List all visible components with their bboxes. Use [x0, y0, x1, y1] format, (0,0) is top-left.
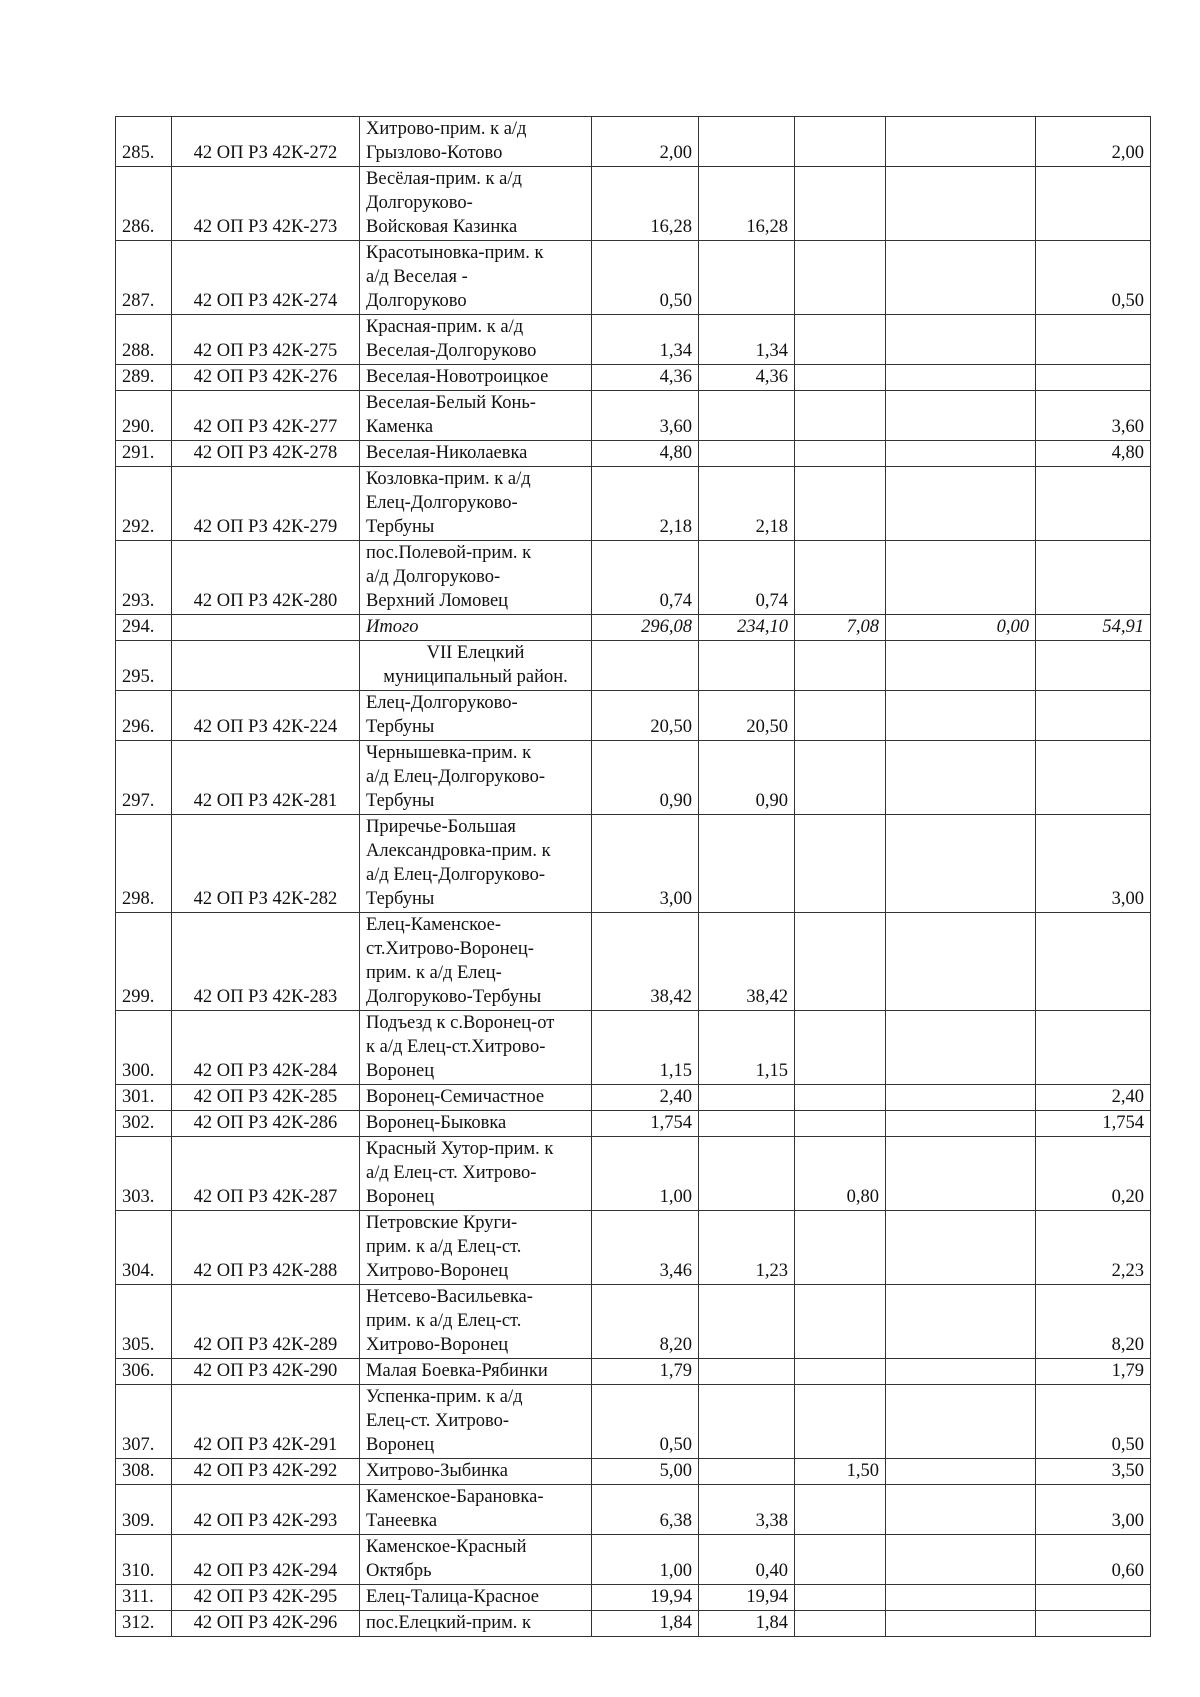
row-number-cell: 299. [116, 913, 172, 1011]
table-row [116, 1459, 1151, 1485]
length-col-3-cell [795, 1611, 886, 1637]
length-col-2-cell [699, 1359, 795, 1385]
table-row [116, 1137, 1151, 1211]
row-number-cell: 308. [116, 1459, 172, 1485]
length-total-cell: 0,74 [592, 541, 699, 615]
length-total-cell: 5,00 [592, 1459, 699, 1485]
road-code-cell: 42 ОП РЗ 42К-283 [172, 913, 360, 1011]
length-col-4-cell [886, 1137, 1036, 1211]
length-col-2-cell [699, 815, 795, 913]
row-number-cell: 290. [116, 391, 172, 441]
row-number-cell: 307. [116, 1385, 172, 1459]
row-number-cell: 285. [116, 117, 172, 167]
length-total-cell: 1,34 [592, 315, 699, 365]
road-name-cell: Козловка-прим. к а/д Елец-Долгоруково- Тербуны [360, 467, 592, 541]
table-row [116, 1285, 1151, 1359]
length-col-3-cell [795, 1385, 886, 1459]
length-col-4-cell [886, 1285, 1036, 1359]
length-col-3-cell: 0,80 [795, 1137, 886, 1211]
length-col-5-cell: 2,00 [1036, 117, 1151, 167]
row-number-cell: 305. [116, 1285, 172, 1359]
length-col-3-cell [795, 167, 886, 241]
road-name-cell: Воронец-Семичастное [360, 1085, 592, 1111]
road-name-cell: Веселая-Новотроицкое [360, 365, 592, 391]
row-number-cell: 286. [116, 167, 172, 241]
road-code-cell: 42 ОП РЗ 42К-272 [172, 117, 360, 167]
road-name-cell: Приречье-Большая Александровка-прим. к а/д Елец-Долгоруково- Тербуны [360, 815, 592, 913]
length-col-2-cell: 2,18 [699, 467, 795, 541]
length-col-5-cell: 1,79 [1036, 1359, 1151, 1385]
table-row [116, 741, 1151, 815]
length-col-2-cell [699, 641, 795, 691]
length-col-2-cell: 1,15 [699, 1011, 795, 1085]
length-col-4-cell [886, 1111, 1036, 1137]
length-col-5-cell: 3,00 [1036, 815, 1151, 913]
length-col-5-cell [1036, 1011, 1151, 1085]
length-col-5-cell [1036, 691, 1151, 741]
table-row [116, 117, 1151, 167]
row-number-cell: 302. [116, 1111, 172, 1137]
road-code-cell: 42 ОП РЗ 42К-296 [172, 1611, 360, 1637]
length-col-4-cell [886, 467, 1036, 541]
road-name-cell: VII Елецкий муниципальный район. [360, 641, 592, 691]
table-row [116, 315, 1151, 365]
table-row [116, 1535, 1151, 1585]
length-total-cell: 296,08 [592, 615, 699, 641]
length-col-2-cell [699, 241, 795, 315]
road-name-cell: Подъезд к с.Воронец-от к а/д Елец-ст.Хитрово- Воронец [360, 1011, 592, 1085]
road-name-cell: Успенка-прим. к а/д Елец-ст. Хитрово- Воронец [360, 1385, 592, 1459]
row-number-cell: 296. [116, 691, 172, 741]
length-col-4-cell [886, 117, 1036, 167]
length-col-2-cell [699, 1285, 795, 1359]
table-row [116, 467, 1151, 541]
length-col-3-cell [795, 1211, 886, 1285]
length-col-3-cell [795, 1011, 886, 1085]
road-code-cell: 42 ОП РЗ 42К-295 [172, 1585, 360, 1611]
row-number-cell: 294. [116, 615, 172, 641]
length-col-3-cell [795, 815, 886, 913]
road-code-cell: 42 ОП РЗ 42К-282 [172, 815, 360, 913]
length-col-2-cell [699, 391, 795, 441]
length-col-3-cell [795, 315, 886, 365]
row-number-cell: 291. [116, 441, 172, 467]
row-number-cell: 303. [116, 1137, 172, 1211]
length-col-4-cell [886, 241, 1036, 315]
length-col-4-cell [886, 1535, 1036, 1585]
road-code-cell: 42 ОП РЗ 42К-276 [172, 365, 360, 391]
length-total-cell: 4,80 [592, 441, 699, 467]
roads-table-body [116, 117, 1151, 1637]
road-code-cell: 42 ОП РЗ 42К-286 [172, 1111, 360, 1137]
length-col-4-cell [886, 1611, 1036, 1637]
length-col-5-cell: 2,23 [1036, 1211, 1151, 1285]
length-total-cell: 1,00 [592, 1535, 699, 1585]
length-col-3-cell [795, 913, 886, 1011]
length-col-3-cell [795, 117, 886, 167]
table-row [116, 541, 1151, 615]
length-total-cell: 16,28 [592, 167, 699, 241]
length-col-3-cell [795, 1111, 886, 1137]
length-col-5-cell: 0,50 [1036, 241, 1151, 315]
length-col-2-cell [699, 117, 795, 167]
road-code-cell: 42 ОП РЗ 42К-284 [172, 1011, 360, 1085]
length-total-cell: 0,50 [592, 1385, 699, 1459]
road-code-cell: 42 ОП РЗ 42К-224 [172, 691, 360, 741]
length-col-2-cell [699, 441, 795, 467]
length-total-cell: 20,50 [592, 691, 699, 741]
road-name-cell: Весёлая-прим. к а/д Долгоруково- Войсковая Казинка [360, 167, 592, 241]
length-col-5-cell [1036, 541, 1151, 615]
road-code-cell: 42 ОП РЗ 42К-279 [172, 467, 360, 541]
length-col-3-cell [795, 741, 886, 815]
length-col-2-cell: 0,40 [699, 1535, 795, 1585]
length-col-3-cell: 1,50 [795, 1459, 886, 1485]
table-row [116, 1385, 1151, 1459]
length-col-2-cell: 19,94 [699, 1585, 795, 1611]
length-total-cell: 2,40 [592, 1085, 699, 1111]
row-number-cell: 287. [116, 241, 172, 315]
length-col-2-cell [699, 1137, 795, 1211]
length-total-cell: 4,36 [592, 365, 699, 391]
length-col-5-cell: 3,60 [1036, 391, 1151, 441]
road-code-cell [172, 641, 360, 691]
table-row [116, 1011, 1151, 1085]
length-col-3-cell: 7,08 [795, 615, 886, 641]
table-row [116, 1085, 1151, 1111]
table-row [116, 1111, 1151, 1137]
length-col-5-cell [1036, 167, 1151, 241]
road-name-cell: Воронец-Быковка [360, 1111, 592, 1137]
length-col-5-cell [1036, 1585, 1151, 1611]
length-col-2-cell: 4,36 [699, 365, 795, 391]
length-col-3-cell [795, 1285, 886, 1359]
road-code-cell: 42 ОП РЗ 42К-293 [172, 1485, 360, 1535]
length-col-4-cell [886, 815, 1036, 913]
length-col-4-cell [886, 315, 1036, 365]
table-row [116, 241, 1151, 315]
road-name-cell: Елец-Талица-Красное [360, 1585, 592, 1611]
length-col-3-cell [795, 691, 886, 741]
length-col-3-cell [795, 1085, 886, 1111]
road-name-cell: Хитрово-Зыбинка [360, 1459, 592, 1485]
length-col-4-cell: 0,00 [886, 615, 1036, 641]
length-col-2-cell: 1,23 [699, 1211, 795, 1285]
road-name-cell: пос.Елецкий-прим. к [360, 1611, 592, 1637]
road-code-cell: 42 ОП РЗ 42К-280 [172, 541, 360, 615]
row-number-cell: 306. [116, 1359, 172, 1385]
length-col-2-cell: 0,74 [699, 541, 795, 615]
length-col-3-cell [795, 1359, 886, 1385]
row-number-cell: 297. [116, 741, 172, 815]
road-name-cell: Красный Хутор-прим. к а/д Елец-ст. Хитрово- Воронец [360, 1137, 592, 1211]
length-col-5-cell: 3,00 [1036, 1485, 1151, 1535]
length-col-2-cell: 3,38 [699, 1485, 795, 1535]
road-code-cell: 42 ОП РЗ 42К-287 [172, 1137, 360, 1211]
length-col-5-cell: 2,40 [1036, 1085, 1151, 1111]
length-col-2-cell: 0,90 [699, 741, 795, 815]
row-number-cell: 312. [116, 1611, 172, 1637]
length-col-5-cell [1036, 1611, 1151, 1637]
length-col-2-cell [699, 1085, 795, 1111]
roads-table [115, 116, 1151, 1637]
length-col-4-cell [886, 1211, 1036, 1285]
row-number-cell: 300. [116, 1011, 172, 1085]
row-number-cell: 304. [116, 1211, 172, 1285]
length-col-4-cell [886, 1085, 1036, 1111]
road-code-cell [172, 615, 360, 641]
length-col-3-cell [795, 241, 886, 315]
table-row [116, 1585, 1151, 1611]
road-code-cell: 42 ОП РЗ 42К-292 [172, 1459, 360, 1485]
road-code-cell: 42 ОП РЗ 42К-275 [172, 315, 360, 365]
length-total-cell: 0,90 [592, 741, 699, 815]
length-col-5-cell: 4,80 [1036, 441, 1151, 467]
table-row [116, 167, 1151, 241]
length-col-3-cell [795, 1535, 886, 1585]
road-name-cell: Каменское-Красный Октябрь [360, 1535, 592, 1585]
road-name-cell: Чернышевка-прим. к а/д Елец-Долгоруково- Тербуны [360, 741, 592, 815]
length-col-5-cell [1036, 467, 1151, 541]
length-total-cell: 6,38 [592, 1485, 699, 1535]
road-code-cell: 42 ОП РЗ 42К-273 [172, 167, 360, 241]
road-name-cell: Хитрово-прим. к а/д Грызлово-Котово [360, 117, 592, 167]
length-col-4-cell [886, 365, 1036, 391]
road-code-cell: 42 ОП РЗ 42К-288 [172, 1211, 360, 1285]
length-col-2-cell [699, 1459, 795, 1485]
road-name-cell: Петровские Круги- прим. к а/д Елец-ст. Хитрово-Воронец [360, 1211, 592, 1285]
section-header-row [116, 641, 1151, 691]
length-col-4-cell [886, 167, 1036, 241]
road-name-cell: Красотыновка-прим. к а/д Веселая - Долгоруково [360, 241, 592, 315]
length-col-4-cell [886, 1485, 1036, 1535]
length-col-4-cell [886, 541, 1036, 615]
length-total-cell: 1,00 [592, 1137, 699, 1211]
row-number-cell: 288. [116, 315, 172, 365]
row-number-cell: 301. [116, 1085, 172, 1111]
length-total-cell: 1,15 [592, 1011, 699, 1085]
road-code-cell: 42 ОП РЗ 42К-278 [172, 441, 360, 467]
road-code-cell: 42 ОП РЗ 42К-289 [172, 1285, 360, 1359]
length-total-cell: 1,84 [592, 1611, 699, 1637]
road-name-cell: Малая Боевка-Рябинки [360, 1359, 592, 1385]
length-col-3-cell [795, 391, 886, 441]
length-col-2-cell [699, 1385, 795, 1459]
length-col-3-cell [795, 541, 886, 615]
road-code-cell: 42 ОП РЗ 42К-277 [172, 391, 360, 441]
table-row [116, 815, 1151, 913]
length-total-cell: 1,79 [592, 1359, 699, 1385]
length-total-cell: 3,60 [592, 391, 699, 441]
table-row [116, 441, 1151, 467]
length-col-4-cell [886, 691, 1036, 741]
length-col-4-cell [886, 741, 1036, 815]
row-number-cell: 295. [116, 641, 172, 691]
length-col-5-cell: 3,50 [1036, 1459, 1151, 1485]
length-col-2-cell: 1,84 [699, 1611, 795, 1637]
length-col-5-cell [1036, 365, 1151, 391]
length-col-5-cell: 0,50 [1036, 1385, 1151, 1459]
road-name-cell: Елец-Каменское- ст.Хитрово-Воронец- прим. к а/д Елец- Долгоруково-Тербуны [360, 913, 592, 1011]
length-total-cell: 3,00 [592, 815, 699, 913]
row-number-cell: 289. [116, 365, 172, 391]
length-col-3-cell [795, 441, 886, 467]
road-code-cell: 42 ОП РЗ 42К-285 [172, 1085, 360, 1111]
road-name-cell: Красная-прим. к а/д Веселая-Долгоруково [360, 315, 592, 365]
table-row [116, 1211, 1151, 1285]
length-total-cell [592, 641, 699, 691]
length-col-4-cell [886, 441, 1036, 467]
length-col-5-cell: 54,91 [1036, 615, 1151, 641]
length-col-5-cell [1036, 741, 1151, 815]
road-name-cell: Веселая-Николаевка [360, 441, 592, 467]
length-col-4-cell [886, 391, 1036, 441]
length-col-5-cell: 0,20 [1036, 1137, 1151, 1211]
table-row [116, 365, 1151, 391]
row-number-cell: 292. [116, 467, 172, 541]
length-col-4-cell [886, 1011, 1036, 1085]
table-row [116, 1611, 1151, 1637]
road-name-cell: Каменское-Барановка- Танеевка [360, 1485, 592, 1535]
length-col-5-cell: 8,20 [1036, 1285, 1151, 1359]
road-name-cell: Нетсево-Васильевка- прим. к а/д Елец-ст. Хитрово-Воронец [360, 1285, 592, 1359]
length-col-4-cell [886, 1459, 1036, 1485]
table-row [116, 391, 1151, 441]
row-number-cell: 311. [116, 1585, 172, 1611]
road-code-cell: 42 ОП РЗ 42К-291 [172, 1385, 360, 1459]
length-col-2-cell [699, 1111, 795, 1137]
length-col-5-cell: 1,754 [1036, 1111, 1151, 1137]
table-row [116, 913, 1151, 1011]
row-number-cell: 309. [116, 1485, 172, 1535]
length-col-2-cell: 20,50 [699, 691, 795, 741]
length-total-cell: 1,754 [592, 1111, 699, 1137]
length-col-5-cell: 0,60 [1036, 1535, 1151, 1585]
length-col-3-cell [795, 467, 886, 541]
length-total-cell: 3,46 [592, 1211, 699, 1285]
length-total-cell: 2,00 [592, 117, 699, 167]
road-code-cell: 42 ОП РЗ 42К-290 [172, 1359, 360, 1385]
length-col-3-cell [795, 365, 886, 391]
length-col-4-cell [886, 641, 1036, 691]
length-col-3-cell [795, 1485, 886, 1535]
length-col-5-cell [1036, 913, 1151, 1011]
table-row [116, 691, 1151, 741]
length-col-2-cell: 38,42 [699, 913, 795, 1011]
length-col-4-cell [886, 1585, 1036, 1611]
length-col-3-cell [795, 1585, 886, 1611]
length-total-cell: 8,20 [592, 1285, 699, 1359]
road-code-cell: 42 ОП РЗ 42К-281 [172, 741, 360, 815]
length-total-cell: 2,18 [592, 467, 699, 541]
road-name-cell: Итого [360, 615, 592, 641]
length-col-4-cell [886, 913, 1036, 1011]
length-col-4-cell [886, 1385, 1036, 1459]
row-number-cell: 310. [116, 1535, 172, 1585]
length-col-5-cell [1036, 641, 1151, 691]
length-col-2-cell: 234,10 [699, 615, 795, 641]
length-col-5-cell [1036, 315, 1151, 365]
road-name-cell: пос.Полевой-прим. к а/д Долгоруково- Верхний Ломовец [360, 541, 592, 615]
length-total-cell: 0,50 [592, 241, 699, 315]
length-col-4-cell [886, 1359, 1036, 1385]
road-code-cell: 42 ОП РЗ 42К-274 [172, 241, 360, 315]
length-col-2-cell: 16,28 [699, 167, 795, 241]
table-row [116, 1485, 1151, 1535]
table-row [116, 1359, 1151, 1385]
road-code-cell: 42 ОП РЗ 42К-294 [172, 1535, 360, 1585]
length-total-cell: 19,94 [592, 1585, 699, 1611]
length-total-cell: 38,42 [592, 913, 699, 1011]
row-number-cell: 298. [116, 815, 172, 913]
length-col-3-cell [795, 641, 886, 691]
total-row [116, 615, 1151, 641]
road-name-cell: Елец-Долгоруково- Тербуны [360, 691, 592, 741]
road-name-cell: Веселая-Белый Конь- Каменка [360, 391, 592, 441]
row-number-cell: 293. [116, 541, 172, 615]
length-col-2-cell: 1,34 [699, 315, 795, 365]
